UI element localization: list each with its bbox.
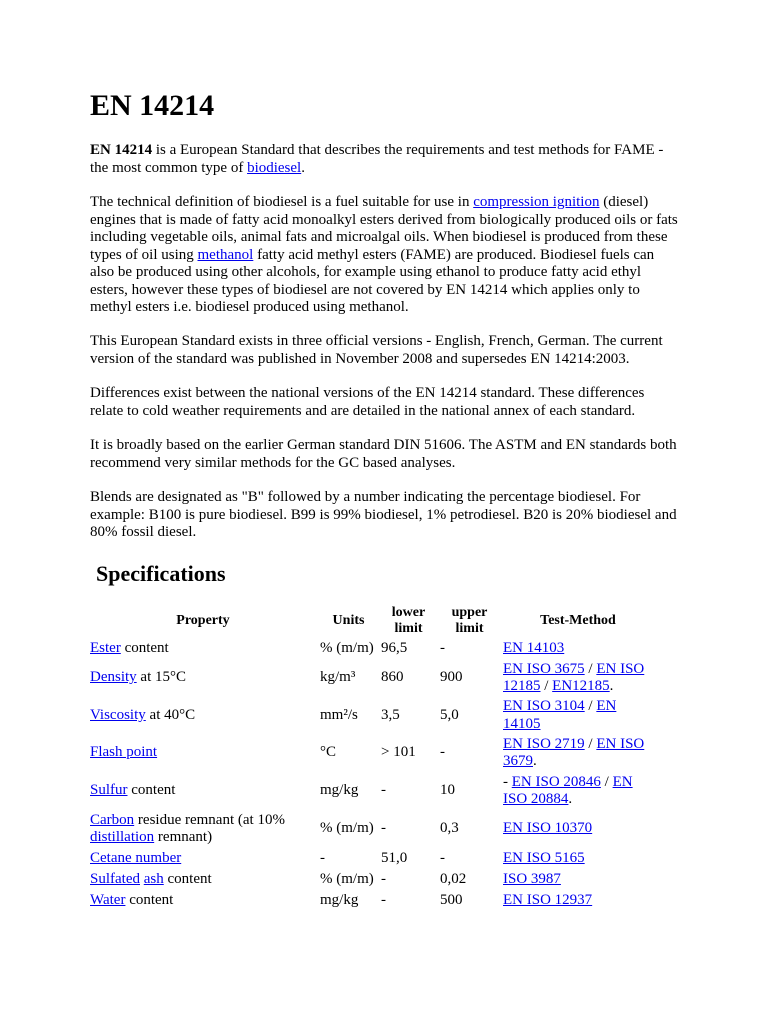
test-method-link[interactable]: EN ISO 2719 [503,735,585,752]
intro-text-1: is a European Standard that describes the requirements and test methods for FAME - the most common type of [90,142,664,176]
lower-limit-cell: 51,0 [381,849,408,866]
header-units: Units [332,613,365,628]
units-cell: % (m/m) [320,639,374,656]
test-method-cell [501,772,655,810]
lower-limit-cell: > 101 [381,744,416,761]
density-link[interactable]: Density [90,669,137,686]
definition-text-2: (diesel) engines that is made of fatty acid monoalkyl esters derived from biologically produced oils or fats including vegetable oils, animal fats and microalgal oils. When biodiesel is produced from these types of oil using [90,194,678,263]
property-cell [88,848,318,869]
units-cell: mg/kg [320,891,359,908]
separator: / [584,660,597,677]
definition-text-1: The technical definition of biodiesel is a fuel suitable for use in [90,194,474,210]
property-cell [88,638,318,659]
lower-limit-cell: 3,5 [381,706,400,723]
lower-limit-cell: 96,5 [381,639,408,656]
test-method-link[interactable]: EN 14105 [503,698,617,732]
intro-text-2: . [301,159,305,176]
lower-limit-cell: - [381,891,386,908]
sulfur-link[interactable]: Sulfur [90,782,128,799]
distillation-link[interactable]: distillation [90,829,155,845]
test-method-link[interactable]: EN ISO 3675 [503,660,585,677]
upper-limit-cell: 500 [440,891,463,908]
test-method-cell [501,869,655,890]
intro-bold-term: EN 14214 [90,142,153,158]
flash-point-link[interactable]: Flash point [90,744,158,761]
separator: / [584,698,597,714]
test-method-cell [501,890,655,911]
upper-limit-cell: 10 [440,782,455,799]
test-method-link[interactable]: EN ISO 20846 [511,773,601,790]
property-text: at 15°C [136,669,187,686]
separator: / [584,735,597,752]
lower-limit-cell: - [381,782,386,799]
blends-paragraph: Blends are designated as "B" followed by a number indicating the percentage biodiesel. For example: B100 is pure biodiesel. B99 is 99% biodiesel, 1% petrodiesel. B20 is 20% biodiesel and 80% fossil diesel. [90,489,677,540]
specifications-heading: Specifications [96,561,226,586]
methanol-link[interactable]: methanol [197,246,254,263]
property-text: content [125,891,174,908]
property-cell [88,890,318,911]
property-cell [88,810,318,848]
test-method-cell [501,659,655,697]
definition-text-3: fatty acid methyl esters (FAME) are produced. Biodiesel fuels can also be produced using other alcohols, for example using ethanol to produce fatty acid ethyl esters, however these types of biodiesel are not covered by EN 14214 which applies only to methyl esters i.e. biodiesel produced using methanol. [90,246,655,315]
units-cell: mm²/s [320,706,358,723]
test-method-cell [501,697,655,734]
differences-paragraph: Differences exist between the national versions of the EN 14214 standard. These differences relate to cold weather requirements and are detailed in the national annex of each standard. [90,385,645,419]
sulfated-link[interactable]: Sulfated [90,870,140,887]
property-text: content [163,870,212,887]
property-text: residue remnant (at 10% [134,811,285,828]
table-row [88,810,655,848]
property-cell [88,734,318,772]
header-property: Property [176,613,230,628]
table-row [88,890,655,911]
ash-link[interactable]: ash [143,870,164,887]
upper-limit-cell: 0,02 [440,870,467,887]
property-text: content [127,782,176,799]
viscosity-link[interactable]: Viscosity [90,706,146,723]
test-method-cell [501,848,655,869]
units-cell: °C [320,744,337,761]
carbon-link[interactable]: Carbon [90,811,135,828]
test-method-link[interactable]: EN ISO 3679 [503,735,645,769]
separator: / [540,678,553,694]
header-upper-limit: upper limit [451,605,488,636]
versions-paragraph: This European Standard exists in three official versions - English, French, German. The current version of the standard was published in November 2008 and supersedes EN 14214:2003. [90,333,663,367]
test-method-link[interactable]: EN ISO 12185 [503,660,645,694]
property-text: at 40°C [145,706,196,723]
separator: - [503,773,512,790]
definition-paragraph [90,194,680,317]
property-text: content [120,639,169,656]
units-cell: kg/m³ [320,669,356,686]
table-row [88,734,655,772]
test-method-link[interactable]: EN 14103 [503,639,565,656]
lower-limit-cell: 860 [381,669,404,686]
units-cell: - [320,849,325,866]
upper-limit-cell: 5,0 [440,706,459,723]
test-method-link[interactable]: ISO 3987 [503,870,561,887]
water-link[interactable]: Water [90,891,126,908]
header-lower-limit: lower limit [391,605,426,636]
ester-link[interactable]: Ester [90,639,121,656]
table-row [88,869,655,890]
upper-limit-cell: - [440,849,445,866]
test-method-link[interactable]: EN ISO 20884 [503,773,633,807]
property-cell [88,697,318,734]
units-cell: % (m/m) [320,870,374,887]
table-row [88,638,655,659]
upper-limit-cell: - [440,744,445,761]
separator: . [609,678,614,694]
test-method-cell [501,638,655,659]
table-row [88,697,655,734]
basis-paragraph: It is broadly based on the earlier German standard DIN 51606. The ASTM and EN standards both recommend very similar methods for the GC based analyses. [90,437,677,471]
test-method-cell [501,810,655,848]
test-method-link[interactable]: EN ISO 3104 [503,698,585,714]
property-cell [88,659,318,697]
separator: / [600,773,613,790]
page-title: EN 14214 [90,89,215,122]
upper-limit-cell: 0,3 [440,820,459,837]
specifications-table [88,604,655,911]
upper-limit-cell: - [440,639,445,656]
test-method-link[interactable]: EN ISO 5165 [503,849,585,866]
table-row [88,772,655,810]
intro-paragraph [90,142,680,177]
cetane-number-link[interactable]: Cetane number [90,849,182,866]
table-row [88,659,655,697]
lower-limit-cell: - [381,870,386,887]
separator: . [533,753,537,769]
test-method-link[interactable]: EN12185 [552,678,610,694]
lower-limit-cell: - [381,820,386,837]
test-method-cell [501,734,655,772]
property-text: remnant) [154,829,213,845]
upper-limit-cell: 900 [440,669,463,686]
table-row [88,848,655,869]
header-test-method: Test-Method [540,613,616,628]
property-cell [88,869,318,890]
units-cell: % (m/m) [320,820,374,837]
table-header-row [88,604,655,638]
property-cell [88,772,318,810]
test-method-link[interactable]: EN ISO 12937 [503,891,593,908]
units-cell: mg/kg [320,782,359,799]
separator: . [568,791,573,807]
biodiesel-link[interactable]: biodiesel [247,159,302,176]
test-method-link[interactable]: EN ISO 10370 [503,820,593,837]
compression-ignition-link[interactable]: compression ignition [473,194,600,210]
